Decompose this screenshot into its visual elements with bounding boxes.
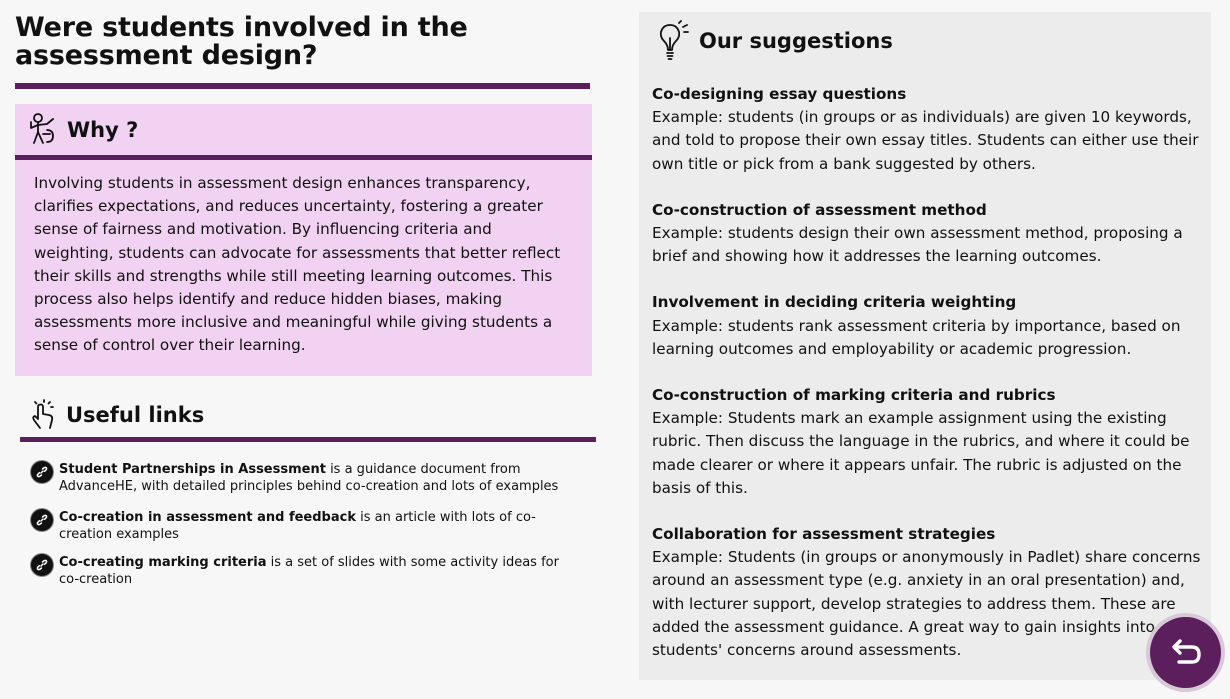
links-divider [20, 437, 596, 442]
tap-hand-icon [28, 398, 60, 432]
link-title[interactable]: Student Partnerships in Assessment [59, 462, 326, 477]
why-body: Involving students in assessment design enhances transparency, clarifies expectations, and reduces uncertainty, fostering a greater sense of fairness and motivation. By influencing criteria and weighting, students can advocate for assessments that better reflect their skills and strengths while still meeting learning outcomes. This process also helps identify and reduce hidden biases, making assessments more inclusive and meaningful while giving students a sense of control over their learning. [34, 174, 561, 355]
suggestion-body: Example: Students mark an example assignment using the existing rubric. Then discuss the language in the rubrics, and where it could be made clearer or where it appears unfair. The rubric is adjusted on the basis of this. [652, 409, 1190, 497]
suggestion-item [652, 523, 1204, 662]
suggestion-title: Collaboration for assessment strategies [652, 525, 996, 544]
link-icon [31, 461, 53, 483]
back-button[interactable] [1150, 617, 1221, 688]
link-desc: is an article with lots of co-creation examples [59, 510, 536, 542]
why-header [15, 104, 592, 155]
suggestion-item [652, 384, 1204, 500]
link-item-co-creation-article[interactable] [31, 509, 574, 543]
suggestion-title: Involvement in deciding criteria weighting [652, 293, 1017, 312]
link-item-student-partnerships[interactable] [31, 461, 574, 495]
suggestion-item [652, 199, 1204, 269]
suggestion-body: Example: students (in groups or as individuals) are given 10 keywords, and told to propose their own essay titles. Students can either use their own title or pick from a bank suggested by others. [652, 108, 1199, 173]
lightbulb-icon [653, 20, 691, 62]
link-text [59, 509, 574, 543]
page-title: Were students involved in the assessment design? [15, 12, 468, 71]
suggestion-title: Co-designing essay questions [652, 85, 907, 103]
link-desc: is a set of slides with some activity ideas for co-creation [59, 555, 559, 587]
link-icon [31, 554, 53, 576]
left-column [15, 14, 592, 89]
suggestion-body: Example: students rank assessment criteria by importance, based on learning outcomes and employability or academic progression. [652, 316, 1181, 358]
suggestion-item [652, 83, 1204, 176]
suggestions-list [652, 83, 1204, 685]
title-divider [15, 83, 590, 89]
link-text [59, 461, 574, 495]
suggestion-title: Co-construction of assessment method [652, 200, 987, 219]
back-arrow-icon [1168, 635, 1204, 671]
link-desc: is a guidance document from AdvanceHE, with detailed principles behind co-creation and lots of examples [59, 462, 559, 494]
suggestion-body: Example: Students (in groups or anonymously in Padlet) share concerns around an assessment type (e.g. anxiety in an oral presentation) and, with lecturer support, develop strategies to address them. These are added the assessment guidance. A great way to gain insights into students' concerns around assessments. [652, 548, 1201, 660]
suggestion-item [652, 291, 1204, 361]
suggestions-header [653, 20, 893, 62]
pointing-person-icon [27, 112, 59, 148]
why-section [15, 104, 592, 376]
suggestion-body: Example: students design their own assessment method, proposing a brief and showing how it addresses the learning outcomes. [652, 224, 1183, 266]
link-text [59, 554, 574, 588]
link-title[interactable]: Co-creating marking criteria [59, 555, 267, 570]
link-item-marking-criteria-slides[interactable] [31, 554, 574, 588]
links-header [28, 398, 204, 432]
suggestion-title: Co-construction of marking criteria and rubrics [652, 386, 1056, 405]
links-heading: Useful links [66, 403, 205, 427]
link-icon [31, 509, 53, 531]
link-title[interactable]: Co-creation in assessment and feedback [59, 510, 356, 525]
why-heading: Why ? [67, 117, 139, 142]
suggestions-heading: Our suggestions [699, 29, 893, 53]
suggestions-panel [639, 12, 1211, 680]
